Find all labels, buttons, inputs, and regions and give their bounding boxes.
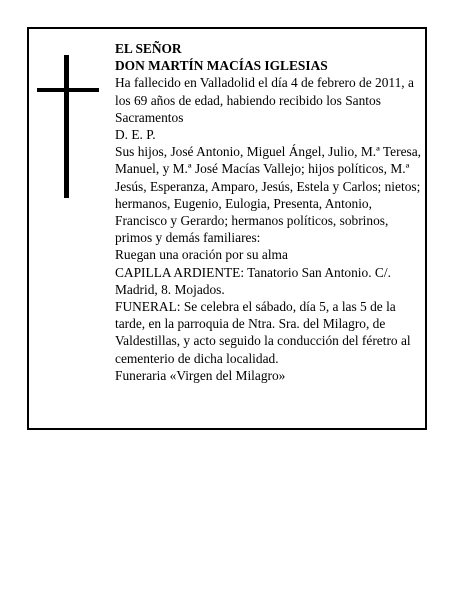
funeral-chapel-info: CAPILLA ARDIENTE: Tanatorio San Antonio. C/. Madrid, 8. Mojados. — [115, 264, 391, 297]
funeral-service-info: FUNERAL: Se celebra el sábado, día 5, a las 5 de la tarde, en la parroquia de Ntra. Sra. del Milagro, de Valdestillas, y acto seguido la conducción del féretro al cementerio de dicha localidad. — [115, 299, 411, 366]
cross-vertical-bar — [64, 55, 69, 198]
cross-icon — [37, 55, 99, 198]
family-members: Sus hijos, José Antonio, Miguel Ángel, Julio, M.ª Teresa, Manuel, y M.ª José Macías Vallejo; hijos políticos, M.ª Jesús, Esperanza, Amparo, Jesús, Estela y Carlos; nietos; hermanos, Eugenio, Eulogia, Presenta, Antonio, Francisco y Gerardo; hermanos políticos, sobrinos, primos y demás familiares: — [115, 144, 422, 246]
death-announcement: Ha fallecido en Valladolid el día 4 de febrero de 2011, a los 69 años de edad, habiendo recibido los Santos Sacramentos — [115, 75, 414, 125]
funeral-home: Funeraria «Virgen del Milagro» — [115, 367, 286, 383]
cross-horizontal-bar — [37, 88, 99, 92]
dep-abbreviation: D. E. P. — [115, 127, 156, 143]
heading-title: EL SEÑOR — [115, 41, 182, 56]
prayer-request: Ruegan una oración por su alma — [115, 247, 288, 263]
deceased-name: DON MARTÍN MACÍAS IGLESIAS — [115, 58, 328, 74]
obituary-text — [115, 40, 427, 384]
